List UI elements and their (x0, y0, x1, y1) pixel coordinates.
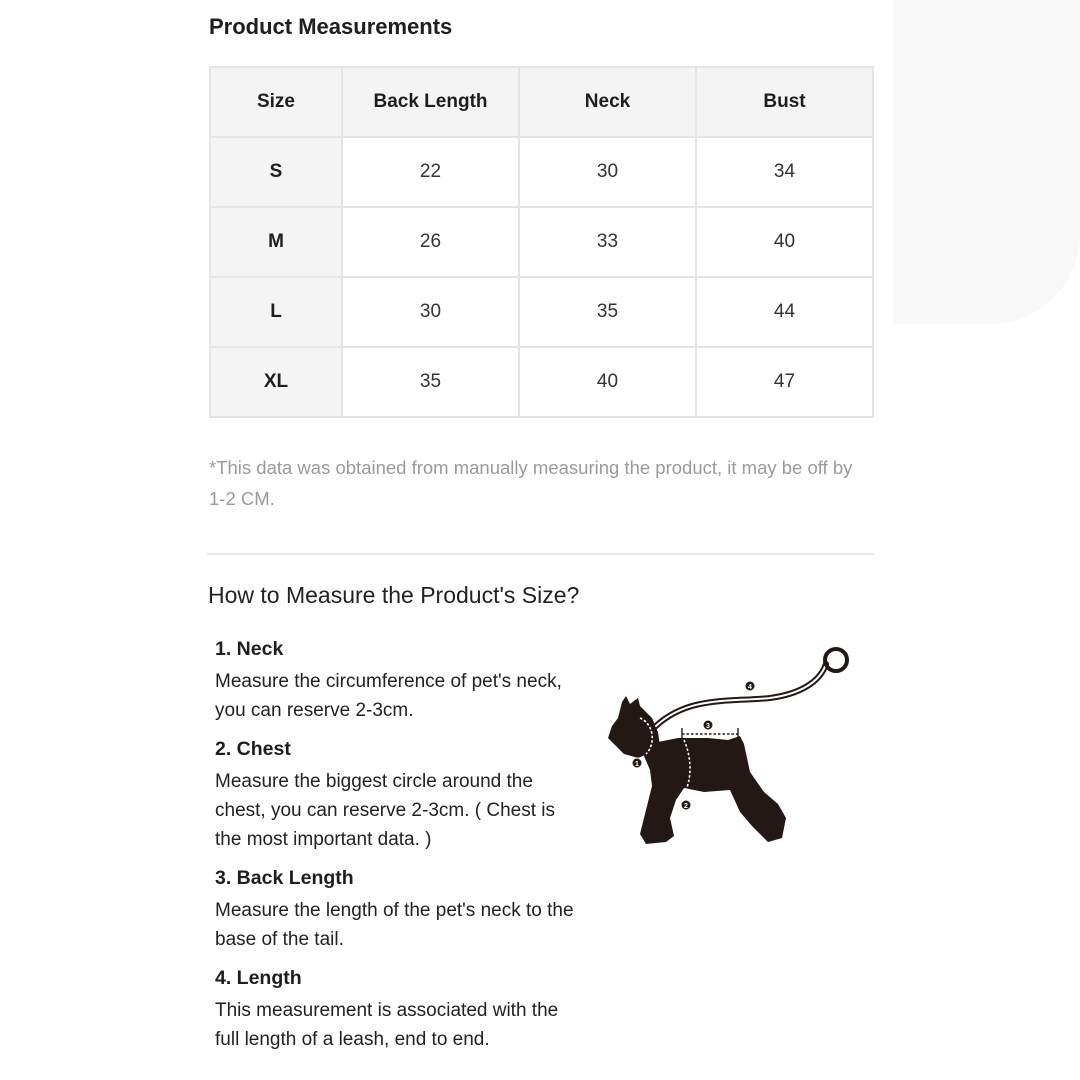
step-back-length (215, 867, 585, 954)
step-chest (215, 738, 585, 854)
bust-cell: 47 (696, 347, 873, 417)
step-title: 3. Back Length (215, 867, 354, 889)
step-title: 4. Length (215, 967, 302, 989)
size-cell: XL (210, 347, 342, 417)
header-size: Size (210, 67, 342, 137)
step-title: 1. Neck (215, 638, 284, 660)
header-neck: Neck (519, 67, 696, 137)
bust-cell: 34 (696, 137, 873, 207)
marker-3 (703, 720, 713, 730)
measurement-note: *This data was obtained from manually measuring the product, it may be off by 1-2 CM. (209, 457, 853, 509)
back-length-cell: 22 (342, 137, 519, 207)
table-row (210, 347, 873, 417)
marker-label: 3 (706, 722, 710, 730)
back-length-cell: 35 (342, 347, 519, 417)
neck-cell: 33 (519, 207, 696, 277)
neck-cell: 30 (519, 137, 696, 207)
dog-on-leash-illustration (600, 640, 860, 850)
size-table (209, 66, 874, 418)
neck-cell: 35 (519, 277, 696, 347)
marker-2 (681, 800, 691, 810)
back-length-cell: 26 (342, 207, 519, 277)
step-description: Measure the biggest circle around the chest, you can reserve 2-3cm. ( Chest is the most important data. ) (215, 771, 556, 850)
back-length-cell: 30 (342, 277, 519, 347)
header-bust: Bust (696, 67, 873, 137)
bust-cell: 40 (696, 207, 873, 277)
marker-label: 2 (684, 802, 688, 810)
size-cell: M (210, 207, 342, 277)
measure-steps-list (215, 638, 585, 1067)
marker-label: 1 (635, 760, 639, 768)
dog-silhouette (608, 696, 786, 844)
size-cell: L (210, 277, 342, 347)
step-title: 2. Chest (215, 738, 291, 760)
header-back-length: Back Length (342, 67, 519, 137)
table-row (210, 207, 873, 277)
neck-cell: 40 (519, 347, 696, 417)
step-length (215, 967, 585, 1054)
measurements-title: Product Measurements (209, 14, 453, 39)
size-cell: S (210, 137, 342, 207)
marker-4 (745, 681, 755, 691)
step-description: This measurement is associated with the full length of a leash, end to end. (215, 1000, 559, 1050)
table-row (210, 277, 873, 347)
marker-1 (632, 758, 642, 768)
step-neck (215, 638, 585, 725)
table-row (210, 137, 873, 207)
how-to-measure-title: How to Measure the Product's Size? (208, 582, 580, 608)
step-description: Measure the circumference of pet's neck, you can reserve 2-3cm. (215, 671, 562, 721)
bust-cell: 44 (696, 277, 873, 347)
table-header-row (210, 67, 873, 137)
marker-label: 4 (748, 683, 752, 691)
step-description: Measure the length of the pet's neck to the base of the tail. (215, 900, 574, 950)
section-divider (207, 553, 874, 555)
side-panel-background (893, 0, 1080, 324)
